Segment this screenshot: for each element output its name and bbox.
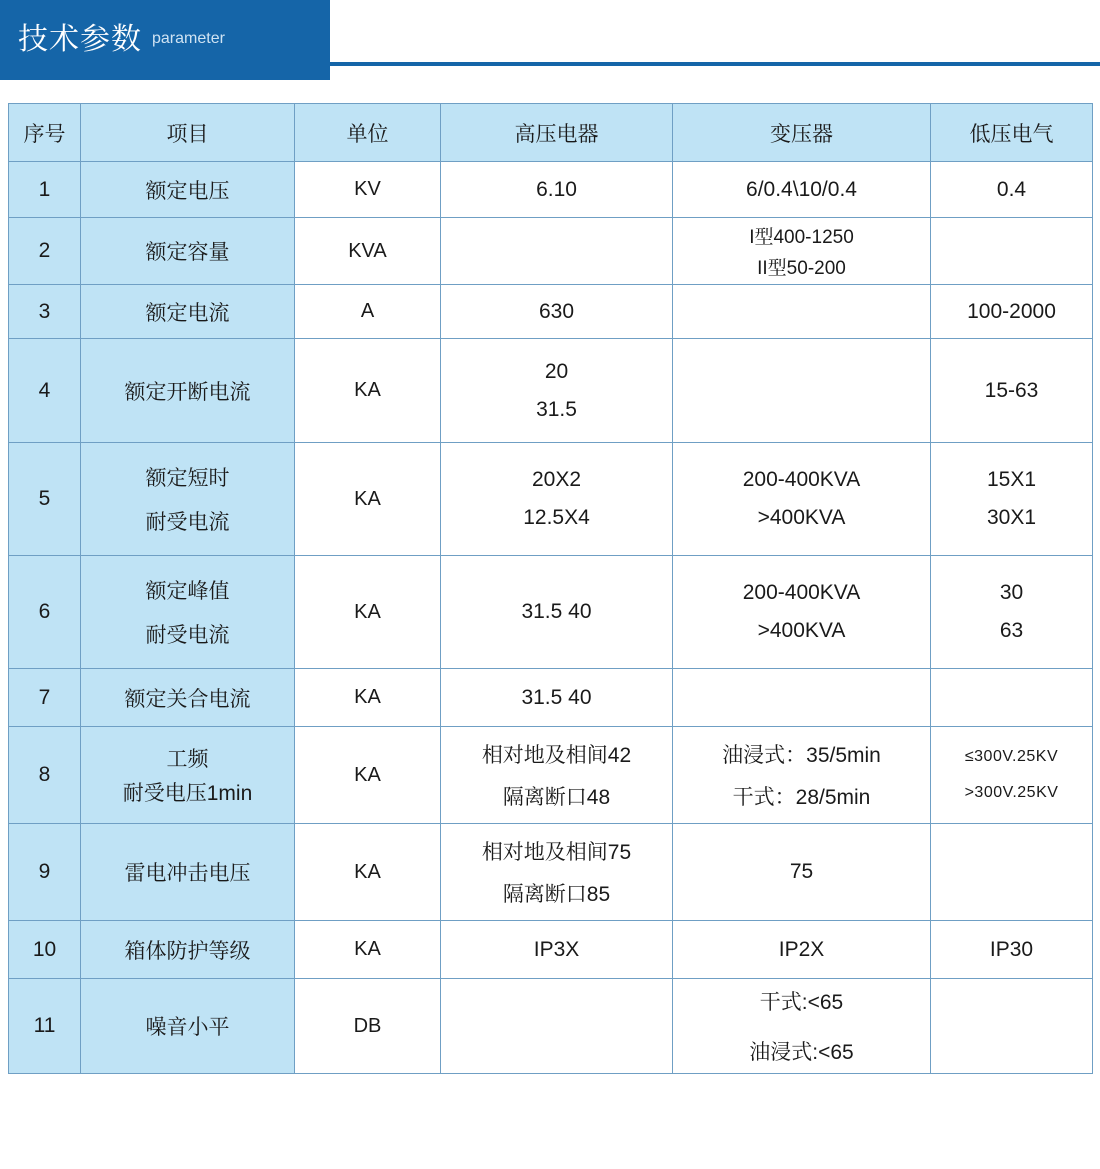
cell-transformer-line: 油浸式:<65 [749,1041,854,1064]
cell-transformer [673,921,931,979]
cell-lv [931,824,1093,921]
cell-lv-line: 15-63 [984,378,1039,402]
banner-angle-decoration [260,0,330,80]
table-row [9,556,1093,669]
table-row [9,339,1093,443]
table-row [9,669,1093,727]
cell-unit: KA [295,669,441,727]
cell-item-line: 额定关合电流 [124,687,251,711]
cell-transformer-line: 6/0.4\10/0.4 [746,177,857,201]
cell-unit: KA [295,727,441,824]
cell-item [81,921,295,979]
cell-lv [931,285,1093,339]
cell-hv [441,921,673,979]
cell-unit: KA [295,556,441,669]
cell-lv-line: 30 [999,581,1024,604]
cell-index: 2 [9,218,81,285]
cell-lv [931,669,1093,727]
cell-index: 10 [9,921,81,979]
table-row [9,218,1093,285]
cell-transformer [673,824,931,921]
cell-item [81,824,295,921]
cell-item [81,162,295,218]
cell-item-line: 额定短时 [145,467,230,490]
column-header-item: 项目 [81,104,295,162]
cell-index: 3 [9,285,81,339]
cell-hv [441,824,673,921]
cell-unit: KVA [295,218,441,285]
cell-item-line: 耐受电流 [145,624,230,647]
column-header-transformer: 变压器 [673,104,931,162]
cell-transformer-line: >400KVA [757,619,846,642]
cell-hv [441,669,673,727]
column-header-index: 序号 [9,104,81,162]
page-subtitle: parameter [152,30,225,47]
table-row [9,921,1093,979]
cell-transformer [673,218,931,285]
cell-lv-line: >300V.25KV [964,784,1059,801]
cell-hv-line: 31.5 40 [521,600,592,623]
cell-item-line: 耐受电压1min [122,782,253,805]
cell-hv-line: 31.5 40 [521,685,592,709]
cell-transformer [673,669,931,727]
table-row [9,824,1093,921]
column-header-hv: 高压电器 [441,104,673,162]
cell-item-line: 雷电冲击电压 [124,862,251,885]
cell-transformer [673,285,931,339]
cell-transformer-line: >400KVA [757,506,846,529]
cell-item [81,285,295,339]
cell-lv-line: IP30 [989,937,1034,961]
table-row [9,443,1093,556]
cell-item-line: 工频 [166,748,209,771]
parameter-table-wrapper [8,103,1092,1074]
cell-hv [441,556,673,669]
cell-hv-line: 6.10 [536,177,577,201]
cell-index: 7 [9,669,81,727]
cell-unit: KA [295,824,441,921]
cell-item [81,979,295,1074]
cell-item-line: 噪音小平 [145,1016,230,1039]
table-row [9,727,1093,824]
cell-lv [931,162,1093,218]
cell-lv-line: 100-2000 [967,299,1056,323]
cell-lv-line: 30X1 [986,506,1037,529]
cell-unit: A [295,285,441,339]
cell-item-line: 额定电流 [145,301,230,325]
cell-hv [441,727,673,824]
cell-hv-line: 隔离断口48 [502,786,611,809]
cell-item-line: 箱体防护等级 [124,939,251,963]
cell-lv-line: ≤300V.25KV [964,748,1059,765]
cell-unit: KV [295,162,441,218]
cell-transformer [673,979,931,1074]
table-header-row [9,104,1093,162]
cell-index: 8 [9,727,81,824]
cell-index: 5 [9,443,81,556]
cell-transformer-line: 200-400KVA [742,581,861,604]
cell-lv [931,339,1093,443]
cell-transformer-line: I型400-1250 [749,227,854,248]
cell-item [81,443,295,556]
cell-item-line: 额定峰值 [145,580,230,603]
cell-hv-line: IP3X [533,937,580,961]
cell-item [81,339,295,443]
cell-hv-line: 隔离断口85 [502,883,611,906]
banner-underline [330,62,1100,66]
cell-hv [441,218,673,285]
table-body [9,162,1093,1074]
cell-lv [931,727,1093,824]
table-head [9,104,1093,162]
cell-index: 6 [9,556,81,669]
cell-lv [931,218,1093,285]
cell-transformer [673,443,931,556]
cell-hv-line: 相对地及相间42 [481,744,632,767]
cell-transformer [673,162,931,218]
cell-hv-line: 31.5 [536,397,577,421]
cell-item-line: 额定容量 [145,241,230,264]
cell-transformer-line: 油浸式：35/5min [722,744,881,767]
cell-item [81,669,295,727]
column-header-lv: 低压电气 [931,104,1093,162]
cell-unit: KA [295,443,441,556]
cell-lv [931,556,1093,669]
cell-index: 11 [9,979,81,1074]
cell-hv [441,285,673,339]
cell-item [81,556,295,669]
cell-transformer-line: II型50-200 [757,258,846,279]
cell-transformer-line: 干式:<65 [759,991,844,1014]
parameter-table [8,103,1093,1074]
cell-hv-line: 630 [538,299,575,323]
table-row [9,285,1093,339]
cell-hv-line: 相对地及相间75 [481,841,632,864]
cell-hv-line: 12.5X4 [523,506,590,529]
cell-hv-line: 20X2 [531,468,582,491]
cell-transformer [673,727,931,824]
cell-item [81,727,295,824]
cell-item-line: 耐受电流 [145,511,230,534]
cell-lv [931,921,1093,979]
cell-item [81,218,295,285]
cell-transformer [673,556,931,669]
cell-item-line: 额定电压 [145,179,230,203]
page-header-banner [0,0,330,80]
cell-transformer-line: 200-400KVA [742,468,861,491]
cell-index: 9 [9,824,81,921]
column-header-unit: 单位 [295,104,441,162]
table-row [9,979,1093,1074]
cell-lv-line: 63 [999,619,1024,642]
cell-hv-line: 20 [544,359,569,383]
cell-hv [441,339,673,443]
cell-transformer-line: IP2X [778,937,825,961]
cell-transformer-line: 75 [789,860,814,883]
cell-index: 4 [9,339,81,443]
cell-hv [441,979,673,1074]
cell-lv-line: 15X1 [986,468,1037,491]
cell-hv [441,162,673,218]
cell-lv-line: 0.4 [996,177,1027,201]
cell-item-line: 额定开断电流 [124,380,251,404]
cell-unit: KA [295,339,441,443]
cell-lv [931,443,1093,556]
cell-hv [441,443,673,556]
cell-unit: DB [295,979,441,1074]
cell-transformer [673,339,931,443]
cell-transformer-line: 干式：28/5min [732,786,871,809]
cell-index: 1 [9,162,81,218]
page-title: 技术参数 [18,23,142,56]
cell-lv [931,979,1093,1074]
cell-unit: KA [295,921,441,979]
table-row [9,162,1093,218]
